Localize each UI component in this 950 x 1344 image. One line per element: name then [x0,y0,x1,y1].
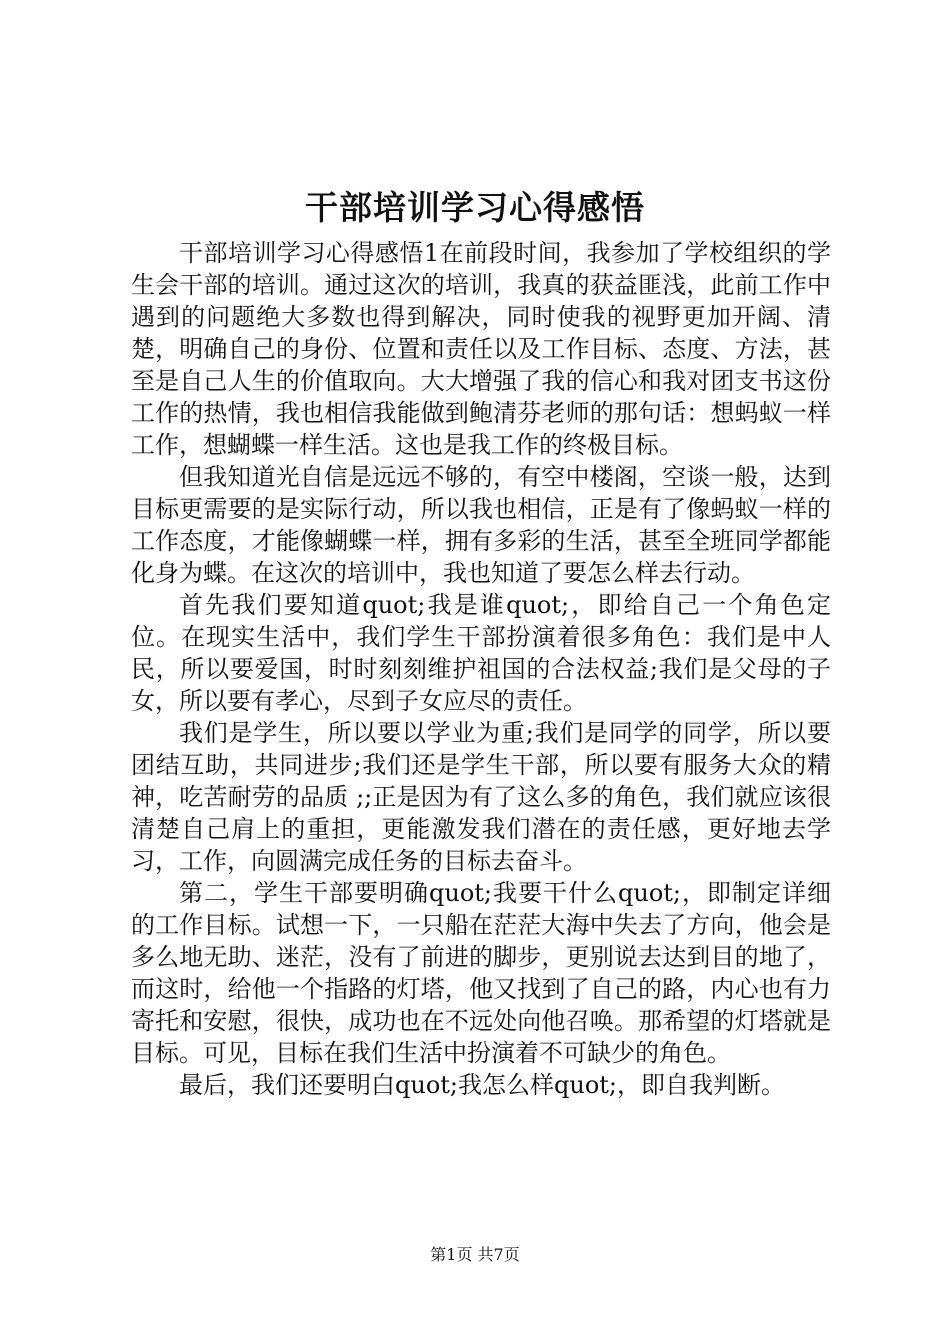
document-title: 干部培训学习心得感悟 [305,188,645,227]
paragraph-2: 但我知道光自信是远远不够的，有空中楼阁，空谈一般，达到目标更需要的是实际行动，所以我也相信，正是有了像蚂蚁一样的工作态度，才能像蝴蝶一样，拥有多彩的生活，甚至全班同学都能化身为蝶。在这次的培训中，我也知道了要怎么样去行动。 [131,463,831,587]
document-body [131,237,831,1101]
paragraph-1: 干部培训学习心得感悟1在前段时间，我参加了学校组织的学生会干部的培训。通过这次的培训，我真的获益匪浅，此前工作中遇到的问题绝大多数也得到解决，同时使我的视野更加开阔、清楚，明确自己的身份、位置和责任以及工作目标、态度、方法，甚至是自己人生的价值取向。大大增强了我的信心和我对团支书这份工作的热情，我也相信我能做到鲍清芬老师的那句话：想蚂蚁一样工作，想蝴蝶一样生活。这也是我工作的终极目标。 [131,239,831,459]
paragraph-4: 我们是学生，所以要以学业为重;我们是同学的同学，所以要团结互助，共同进步;我们还是学生干部，所以要有服务大众的精神，吃苦耐劳的品质 ;;正是因为有了这么多的角色，我们就应该很清楚自己肩上的重担，更能激发我们潜在的责任感，更好地去学习，工作，向圆满完成任务的目标去奋斗。 [131,719,831,875]
paragraph-5: 第二，学生干部要明确quot;我要干什么quot;，即制定详细的工作目标。试想一下，一只船在茫茫大海中失去了方向，他会是多么地无助、迷茫，没有了前进的脚步，更别说去达到目的地了，而这时，给他一个指路的灯塔，他又找到了自己的路，内心也有力寄托和安慰，很快，成功也在不远处向他召唤。那希望的灯塔就是目标。可见，目标在我们生活中扮演着不可缺少的角色。 [131,879,831,1067]
paragraph-3: 首先我们要知道quot;我是谁quot;，即给自己一个角色定位。在现实生活中，我们学生干部扮演着很多角色：我们是中人民，所以要爱国，时时刻刻维护祖国的合法权益;我们是父母的子女，所以要有孝心，尽到子女应尽的责任。 [131,591,831,715]
page-number-footer: 第1页 共7页 [430,1245,520,1264]
paragraph-6: 最后，我们还要明白quot;我怎么样quot;，即自我判断。 [179,1071,785,1099]
